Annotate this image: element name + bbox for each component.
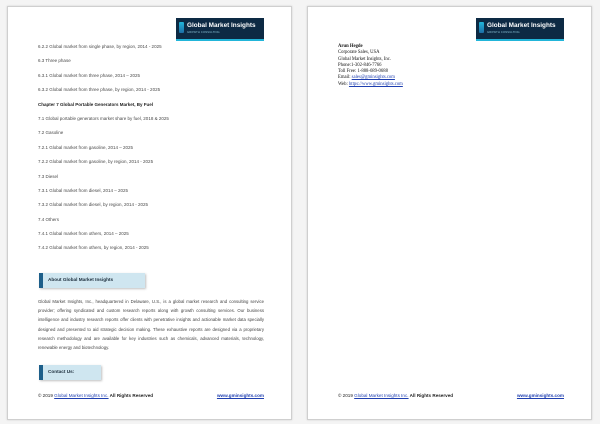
toc-item: 7.2.1 Global market from gasoline, 2014 – 2025 bbox=[38, 144, 134, 150]
logo-text: Global Market Insights bbox=[187, 22, 256, 29]
page-footer bbox=[338, 393, 564, 401]
logo-subtitle: GROWTH CONSULTING bbox=[487, 31, 520, 34]
contact-role: Corporate Sales, USA bbox=[338, 50, 380, 56]
document-page-left bbox=[7, 6, 292, 420]
toc-item: 7.1 Global portable generators market share by fuel, 2018 & 2025 bbox=[38, 115, 169, 121]
logo-mark-icon bbox=[479, 22, 484, 33]
toc-item: 7.4 Others bbox=[38, 216, 60, 222]
logo-text: Global Market Insights bbox=[487, 22, 556, 29]
footer-copyright bbox=[338, 393, 453, 398]
toc-item: 7.3.2 Global market from diesel, by region, 2014 - 2025 bbox=[38, 202, 149, 208]
document-page-right bbox=[307, 6, 592, 420]
toc-chapter-heading: Chapter 7 Global Portable Generators Market, By Fuel bbox=[38, 101, 154, 107]
copyright-mark: © 2019 bbox=[338, 393, 355, 398]
contact-toll-free: Toll Free: 1-888-689-0688 bbox=[338, 69, 388, 75]
logo-subtitle: GROWTH CONSULTING bbox=[187, 31, 220, 34]
contact-company: Global Market Insights, Inc. bbox=[338, 56, 391, 62]
toc-item: 6.2.2 Global market from single phase, by region, 2014 - 2025 bbox=[38, 44, 162, 49]
toc-item: 7.4.2 Global market from others, by region, 2014 - 2025 bbox=[38, 245, 149, 251]
table-of-contents bbox=[38, 40, 263, 256]
contact-web-row bbox=[338, 82, 498, 88]
contact-phone: Phone:1-302-846-7766 bbox=[338, 62, 382, 68]
contact-email-link[interactable]: sales@gminsights.com bbox=[351, 75, 395, 81]
email-label: Email: bbox=[338, 75, 352, 81]
toc-item: 7.3 Diesel bbox=[38, 173, 59, 179]
contact-web-link[interactable]: https://www.gminsights.com bbox=[348, 81, 403, 87]
footer-company-link[interactable]: Global Market Insights Inc. bbox=[354, 393, 409, 398]
footer-rights: All Rights Reserved bbox=[108, 393, 154, 398]
toc-item: 7.4.1 Global market from others, 2014 – 2025 bbox=[38, 231, 129, 237]
footer-copyright bbox=[38, 393, 153, 398]
toc-item: 7.3.1 Global market from diesel, 2014 – 2025 bbox=[38, 187, 129, 193]
web-label: Web: bbox=[338, 81, 349, 87]
toc-item: 6.3.1 Global market from three phase, 2014 – 2025 bbox=[38, 72, 141, 78]
toc-item: 7.2 Gasoline bbox=[38, 130, 64, 136]
brand-logo bbox=[476, 18, 564, 41]
contact-card bbox=[338, 44, 498, 88]
brand-logo bbox=[176, 18, 264, 41]
copyright-mark: © 2019 bbox=[38, 393, 55, 398]
contact-heading-box bbox=[39, 365, 101, 380]
page-footer bbox=[38, 393, 264, 401]
toc-item: 7.2.2 Global market from gasoline, by region, 2014 - 2025 bbox=[38, 159, 154, 165]
about-heading-box bbox=[39, 273, 145, 288]
about-heading: About Global Market Insights bbox=[48, 277, 114, 282]
footer-rights: All Rights Reserved bbox=[408, 393, 454, 398]
contact-name: Arun Hegde bbox=[338, 44, 363, 49]
about-paragraph: Global Market Insights, Inc., headquartered in Delaware, U.S., is a global market research and consulting service provider; offering syndicated and custom research reports along with growth consulting services. Our business intelligence and industry research reports offer clients with penetrative insights and actionable market data specially designed and presented to aid strategic decision making. These exhaustive reports are designed via a proprietary research methodology and are available for key industries such as chemicals, advanced materials, technology, renewable energy and biotechnology. bbox=[38, 299, 264, 351]
toc-item: 6.3.2 Global market from three phase, by region, 2014 - 2025 bbox=[38, 87, 161, 93]
logo-mark-icon bbox=[179, 22, 184, 33]
footer-website-link[interactable]: www.gminsights.com bbox=[516, 393, 564, 398]
contact-heading: Contact Us: bbox=[48, 369, 75, 374]
footer-company-link[interactable]: Global Market Insights Inc. bbox=[54, 393, 109, 398]
toc-item: 6.3 Three phase bbox=[38, 58, 71, 64]
footer-website-link[interactable]: www.gminsights.com bbox=[216, 393, 264, 398]
